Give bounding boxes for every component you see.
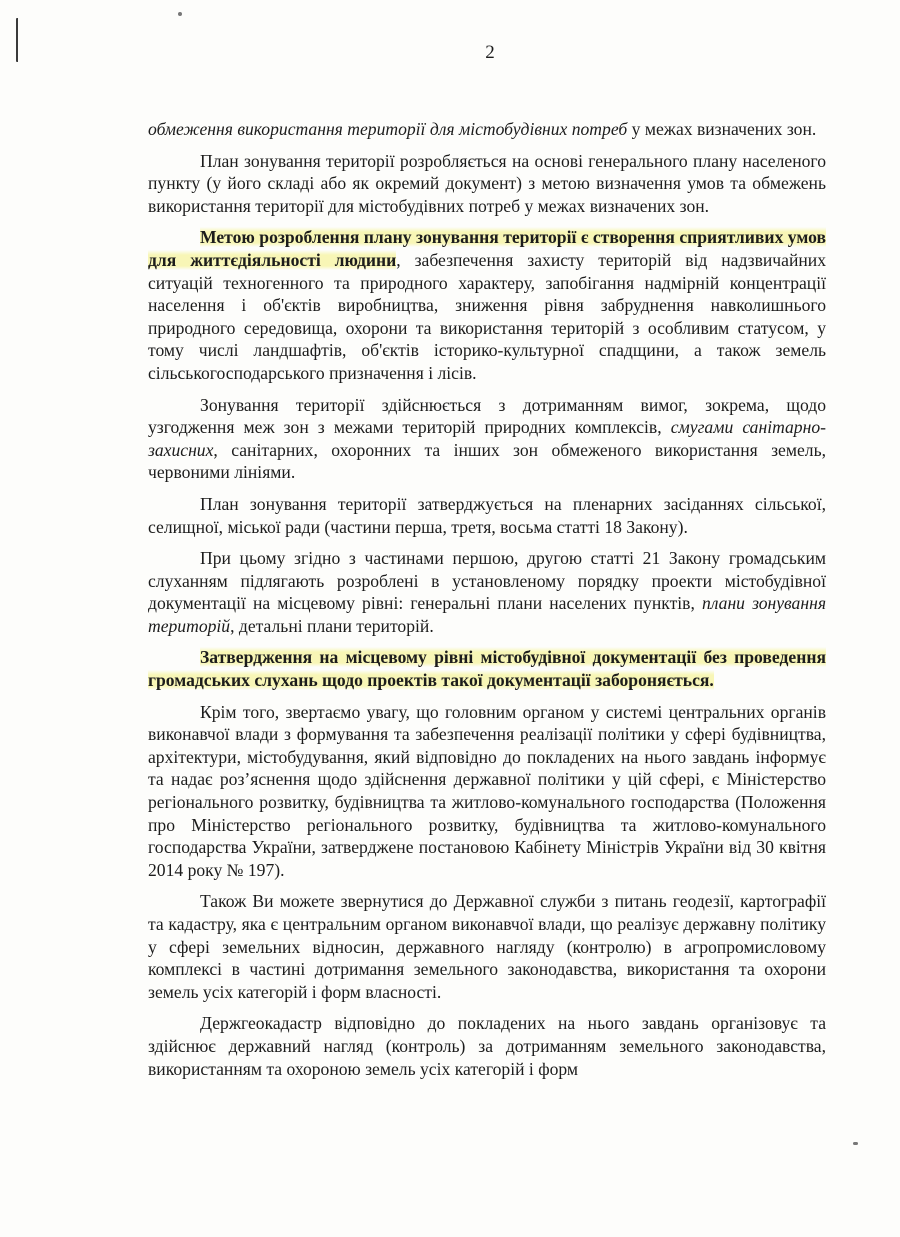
paragraph-10 [148,1012,826,1080]
paragraph-9 [148,890,826,1003]
paragraph-text: Крім того, звертаємо увагу, що головним органом у системі центральних органів виконавчої влади з формування та забезпечення реалізації політики у сфері будівництва, архітектури, містобудування, який відповідно до покладених на нього завдань інформує та надає роз’яснення щодо здійснення державної політики у цій сфері, є Міністерство регіонального розвитку, будівництва та житлово-комунального господарства (Положення про Міністерство регіонального розвитку, будівництва та житлово-комунального господарства України, затверджене постановою Кабінету Міністрів України від 30 квітня 2014 року № 197). [148,701,826,880]
paragraph-text: у межах визначених зон. [627,119,817,139]
paragraph-6 [148,547,826,637]
paragraph-text: При цьому згідно з частинами першою, другою статті 21 Закону громадським слуханням підлягають розроблені в установленому порядку проекти містобудівної документації на місцевому рівні: генеральні плани населених пунктів, [148,548,826,614]
highlighted-bold-text: Метою розроблення плану зонування території є створення сприятливих умов для життєдіяльності людини [148,227,826,270]
paragraph-text: План зонування території затверджується на пленарних засіданнях сільської, селищної, міської ради (частини перша, третя, восьма статті 18 Закону). [148,493,826,537]
paragraph-3 [148,226,826,384]
scan-speck [178,12,182,16]
italic-phrase: смугами санітарно-захисних [148,417,826,460]
paragraph-text: , детальні плани територій. [230,615,434,636]
paragraph-1 [148,118,826,141]
paragraph-text: План зонування території розробляється на основі генерального плану населеного пункту (у його складі або як окремий документ) з метою визначення умов та обмежень використання території для містобудівних потреб у межах визначених зон. [148,150,826,216]
paragraph-text: Також Ви можете звернутися до Державної служби з питань геодезії, картографії та кадастру, яка є центральним органом виконавчої влади, що реалізує державну політику у сфері земельних відносин, державного нагляду (контролю) в агропромисловому комплексі в частині дотримання земельного законодавства, використання та охорони земель усіх категорій і форм власності. [148,891,826,1002]
paragraph-text: Держгеокадастр відповідно до покладених на нього завдань організовує та здійснює державний нагляд (контроль) за дотриманням земельного законодавства, використанням та охороною земель усіх категорій і форм [148,1013,826,1079]
paragraph-5 [148,493,826,538]
paragraph-7 [148,646,826,691]
page-number: 2 [485,42,495,63]
paragraph-text: Зонування території здійснюється з дотриманням вимог, зокрема, щодо узгодження меж зон з межами територій природних комплексів, [148,394,826,438]
italic-phrase: плани зонування територій [148,593,826,636]
paragraph-text: , санітарних, охоронних та інших зон обмеженого використання земель, червоними лініями. [148,439,826,483]
letter-body [148,118,826,1080]
paragraph-4 [148,394,826,484]
paragraph-2 [148,150,826,218]
scan-speck [853,1142,858,1145]
italic-phrase: обмеження використання території для містобудівних потреб [148,119,628,139]
paragraph-text: , забезпечення захисту територій від надзвичайних ситуацій техногенного та природного характеру, запобігання надмірній концентрації населення і об'єктів виробництва, зниження рівня забруднення навколишнього природного середовища, охорони та використання територій з особливим статусом, у тому числі ландшафтів, об'єктів історико-культурної спадщини, а також земель сільськогосподарського призначення і лісів. [148,249,827,383]
paragraph-8 [148,701,826,882]
highlighted-bold-text: Затвердження на місцевому рівні містобудівної документації без проведення громадських слухань щодо проектів такої документації забороняється. [148,647,826,691]
